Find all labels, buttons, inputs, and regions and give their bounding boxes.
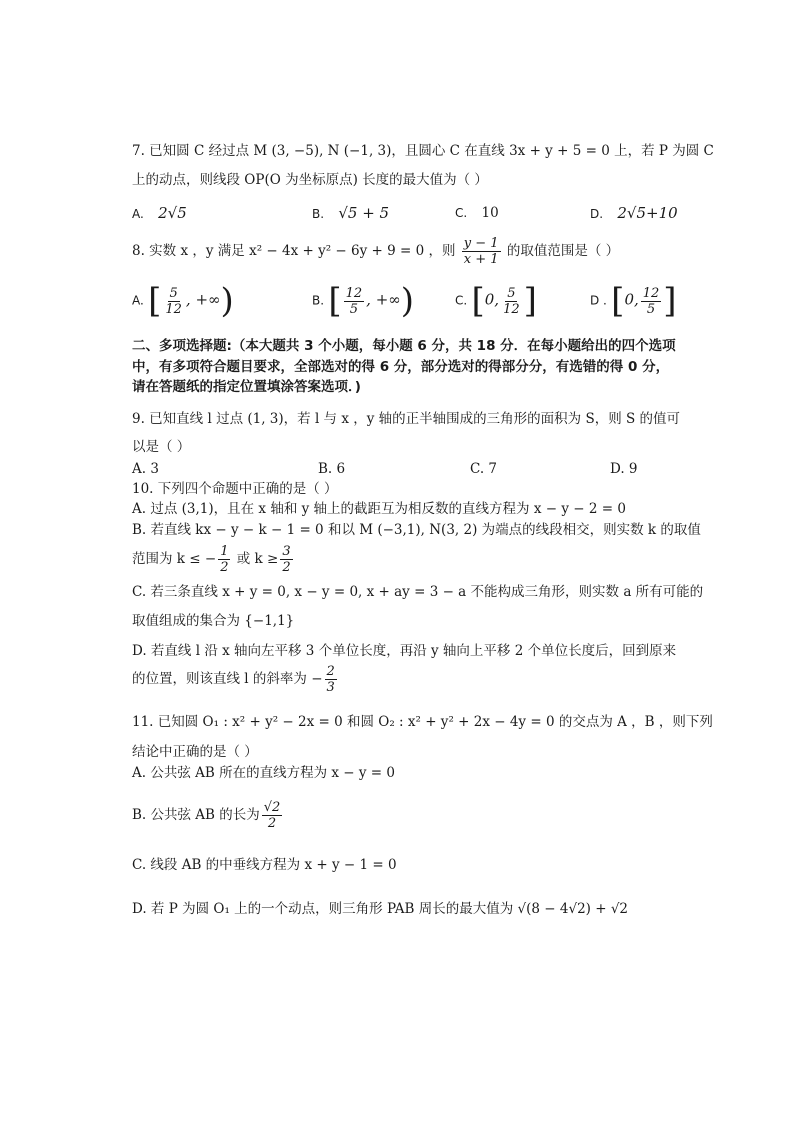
- q11-stem-line1: 11. 已知圆 O₁ : x² + y² − 2x = 0 和圆 O₂ : x² + y² + 2x − 4y = 0 的交点为 A ，B ，则下列: [132, 714, 713, 730]
- q8-option-a-tail: , +∞: [185, 290, 221, 309]
- q8-option-d-label: D .: [590, 293, 607, 308]
- q8-option-b-num: 12: [345, 285, 363, 301]
- q8-stem-pre: 8. 实数 x ，y 满足 x² − 4x + y² − 6y + 9 = 0 ，则: [132, 243, 456, 259]
- q8-option-b-den: 5: [349, 301, 359, 317]
- q11-option-b: [132, 800, 284, 831]
- q11-option-b-fraction: [262, 800, 283, 831]
- q11-option-d: D. 若 P 为圆 O₁ 上的一个动点，则三角形 PAB 周长的最大值为 √(8 − 4√2) + √2: [132, 901, 629, 917]
- q8-option-b-label: B.: [312, 293, 325, 308]
- q8-option-d-fraction: [641, 286, 662, 317]
- q9-option-c: C. 7: [470, 461, 498, 477]
- section2-heading-line1: 二、多项选择题:（本大题共 3 个小题，每小题 6 分，共 18 分．在每小题给出的四个选项: [132, 338, 676, 354]
- q7-option-c-label: C.: [455, 206, 468, 220]
- q10-option-c-line2: 取值组成的集合为 {−1,1}: [132, 613, 295, 629]
- q11-option-b-fraction-den: 2: [267, 816, 277, 831]
- q7-stem-line2: 上的动点，则线段 OP(O 为坐标原点) 长度的最大值为（ ）: [132, 172, 488, 188]
- q11-option-a: A. 公共弦 AB 所在的直线方程为 x − y = 0: [132, 765, 395, 781]
- q8-option-a: [132, 281, 234, 321]
- q11-stem-line2: 结论中正确的是（ ）: [132, 744, 258, 760]
- q8-option-a-label: A.: [132, 293, 144, 308]
- q8-option-a-den: 12: [165, 301, 182, 317]
- q8-option-d-open-bracket: [: [611, 281, 625, 321]
- q9-stem-line1: 9. 已知直线 l 过点 (1, 3)，若 l 与 x ，y 轴的正半轴围成的三角形的面积为 S，则 S 的值可: [132, 411, 681, 427]
- q7-option-a-label: A.: [132, 207, 144, 221]
- q7-option-b: [312, 204, 389, 223]
- q7-stem-line1: 7. 已知圆 C 经过点 M (3, −5), N (−1, 3)，且圆心 C 在直线 3x + y + 5 = 0 上，若 P 为圆 C: [132, 143, 714, 159]
- q10-option-d-line2-pre: 的位置，则该直线 l 的斜率为 −: [132, 671, 323, 687]
- q7-option-d-label: D.: [590, 207, 604, 221]
- q8-option-a-num: 5: [169, 285, 178, 301]
- q8-stem: [132, 236, 619, 267]
- q8-option-c: [455, 281, 537, 321]
- q7-option-d: [590, 204, 678, 223]
- q8-option-c-label: C.: [455, 293, 468, 308]
- q10-option-d-line2: [132, 664, 339, 695]
- q8-option-b-open-bracket: [: [328, 281, 342, 321]
- q7-option-c: [455, 204, 499, 222]
- q10-option-d-fraction-num: 2: [326, 664, 335, 679]
- q8-stem-fraction: [462, 236, 501, 267]
- q10-option-b-range-pre: 范围为 k ≤ −: [132, 551, 217, 567]
- q7-option-b-label: B.: [312, 207, 325, 221]
- q10-option-c-line1: C. 若三条直线 x + y = 0, x − y = 0, x + ay = 3 − a 不能构成三角形，则实数 a 所有可能的: [132, 584, 704, 600]
- q8-option-d: [590, 281, 677, 321]
- q9-option-b: B. 6: [318, 461, 346, 477]
- q7-option-b-value: √5 + 5: [338, 204, 390, 222]
- q8-option-b-close-bracket: ): [400, 281, 415, 321]
- q10-option-b-fraction2-den: 2: [282, 560, 291, 575]
- q10-option-b-range-mid: 或 k ≥: [236, 551, 279, 567]
- q11-option-c: C. 线段 AB 的中垂线方程为 x + y − 1 = 0: [132, 857, 397, 873]
- q8-option-c-den: 12: [503, 301, 520, 317]
- q10-option-b-line2: [132, 544, 295, 575]
- q8-option-c-num: 5: [507, 285, 516, 301]
- q8-option-c-head: 0,: [484, 290, 500, 309]
- q10-option-b-fraction1-num: 1: [220, 544, 229, 559]
- q10-option-d-fraction: [325, 664, 337, 695]
- q8-option-b-tail: , +∞: [366, 290, 401, 309]
- q10-option-d-fraction-den: 3: [326, 680, 335, 695]
- q8-fraction-numerator: y − 1: [463, 236, 499, 251]
- section2-heading-line3: 请在答题纸的指定位置填涂答案选项．): [132, 379, 361, 395]
- q8-option-d-head: 0,: [624, 290, 639, 309]
- q8-option-d-num: 12: [642, 285, 660, 301]
- q9-option-a: A. 3: [132, 461, 159, 477]
- q8-option-b: [312, 281, 415, 321]
- q7-option-a: [132, 204, 187, 223]
- q8-option-c-close-bracket: ]: [523, 281, 537, 321]
- q8-fraction-denominator: x + 1: [463, 252, 499, 267]
- section2-heading-line2: 中，有多项符合题目要求，全部选对的得 6 分，部分选对的得部分分，有选错的得 0 分，: [132, 359, 670, 375]
- q10-option-b-fraction2-num: 3: [282, 544, 291, 559]
- q10-option-b-line1: B. 若直线 kx − y − k − 1 = 0 和以 M (−3,1), N(3, 2) 为端点的线段相交，则实数 k 的取值: [132, 522, 701, 538]
- q10-stem: 10. 下列四个命题中正确的是（ ）: [132, 481, 338, 497]
- q11-option-b-pre: B. 公共弦 AB 的长为: [132, 807, 260, 823]
- q9-stem-line2: 以是（ ）: [132, 439, 191, 455]
- q8-option-a-fraction: [163, 286, 184, 317]
- q8-option-d-close-bracket: ]: [663, 281, 677, 321]
- q7-option-c-value: 10: [481, 205, 499, 221]
- q8-option-b-fraction: [344, 286, 365, 317]
- q8-option-c-open-bracket: [: [471, 281, 485, 321]
- q7-option-a-value: 2√5: [158, 204, 187, 222]
- q10-option-d-line1: D. 若直线 l 沿 x 轴向左平移 3 个单位长度，再沿 y 轴向上平移 2 个单位长度后，回到原来: [132, 643, 677, 659]
- q8-option-a-close-bracket: ): [220, 281, 234, 321]
- q10-option-a: A. 过点 (3,1)，且在 x 轴和 y 轴上的截距互为相反数的直线方程为 x − y − 2 = 0: [132, 501, 626, 517]
- q7-option-d-value: 2√5+10: [617, 204, 678, 222]
- q10-option-b-fraction1: [218, 544, 230, 575]
- q8-option-a-open-bracket: [: [148, 281, 162, 321]
- q8-option-d-den: 5: [646, 301, 656, 317]
- q11-option-b-fraction-num: √2: [263, 800, 281, 815]
- q10-option-b-fraction1-den: 2: [220, 560, 229, 575]
- q9-option-d: D. 9: [610, 461, 638, 477]
- q8-stem-post: 的取值范围是（ ）: [506, 243, 620, 259]
- q8-option-c-fraction: [501, 286, 522, 317]
- q10-option-b-fraction2: [280, 544, 292, 575]
